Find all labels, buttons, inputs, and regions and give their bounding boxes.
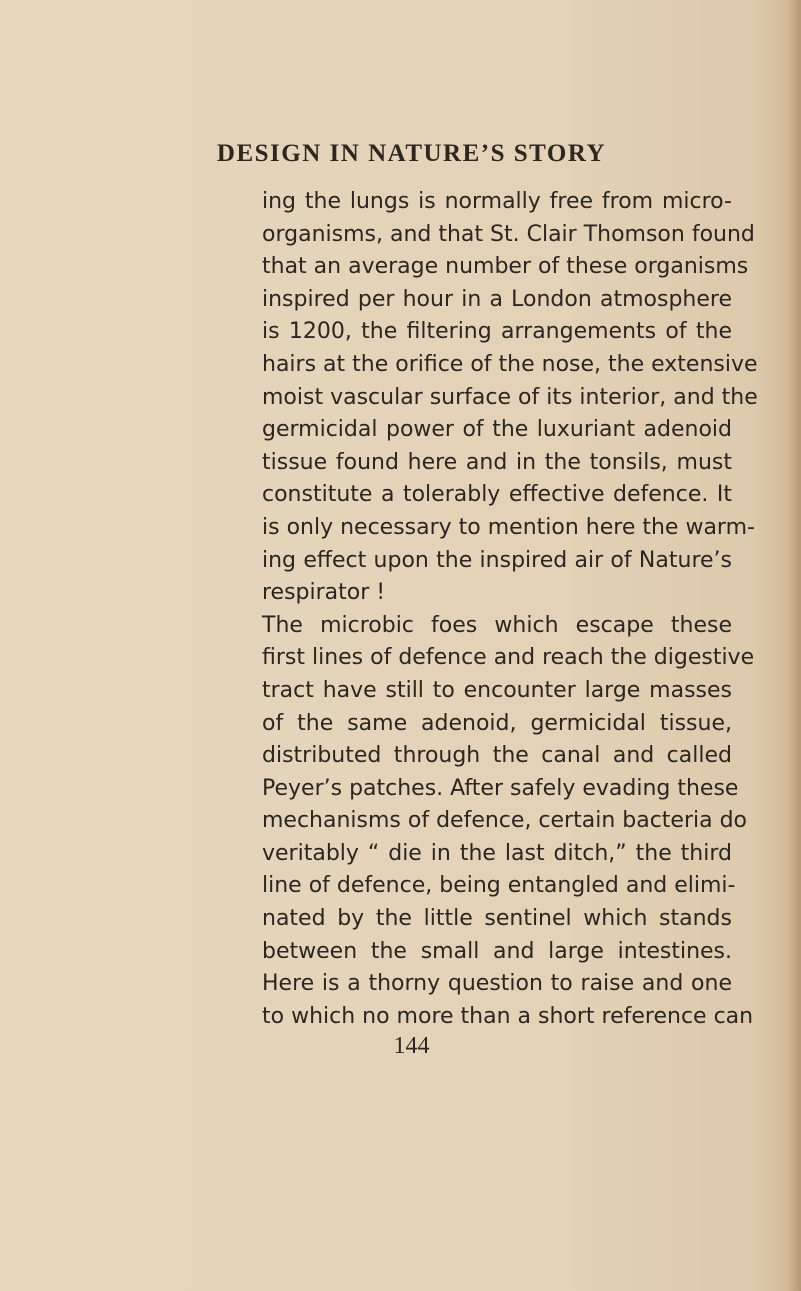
text-line: organisms, and that St. Clair Thomson found xyxy=(262,221,755,247)
text-line: between the small and large intestines. xyxy=(262,938,732,964)
text-line: that an average number of these organisms xyxy=(262,254,749,280)
text-line: nated by the little sentinel which stands xyxy=(262,906,732,932)
text-line: is only necessary to mention here the warm- xyxy=(262,514,755,540)
text-line: moist vascular surface of its interior, and the xyxy=(262,384,758,410)
text-line: respirator ! xyxy=(262,580,386,606)
text-line: first lines of defence and reach the digestive xyxy=(262,645,755,671)
text-line: ing effect upon the inspired air of Nature’s xyxy=(262,547,732,573)
text-line: Here is a thorny question to raise and one xyxy=(262,971,732,997)
text-line: ing the lungs is normally free from micro- xyxy=(262,189,732,214)
text-line: inspired per hour in a London atmosphere xyxy=(262,286,732,312)
text-line: to which no more than a short reference can xyxy=(262,1003,754,1029)
text-line: veritably “ die in the last ditch,” the third xyxy=(262,840,732,866)
text-line: tissue found here and in the tonsils, must xyxy=(262,449,732,475)
text-line: constitute a tolerably effective defence. It xyxy=(262,482,732,508)
page-number: 144 xyxy=(393,1033,430,1059)
text-line: of the same adenoid, germicidal tissue, xyxy=(262,710,732,736)
text-line: mechanisms of defence, certain bacteria do xyxy=(262,808,748,834)
text-line: is 1200, the filtering arrangements of the xyxy=(262,319,732,345)
text-line: line of defence, being entangled and elimi- xyxy=(262,873,736,899)
running-head: DESIGN IN NATURE’S STORY xyxy=(216,140,607,167)
text-line: hairs at the orifice of the nose, the extensive xyxy=(262,351,758,377)
text-line: tract have still to encounter large masses xyxy=(262,677,732,703)
text-line: distributed through the canal and called xyxy=(262,743,732,769)
text-line: germicidal power of the luxuriant adenoid xyxy=(262,417,732,443)
page-edge-shadow xyxy=(787,0,801,1291)
body-text xyxy=(262,186,758,1033)
text-line: The microbic foes which escape these xyxy=(262,612,732,638)
text-line: Peyer’s patches. After safely evading these xyxy=(262,775,739,801)
